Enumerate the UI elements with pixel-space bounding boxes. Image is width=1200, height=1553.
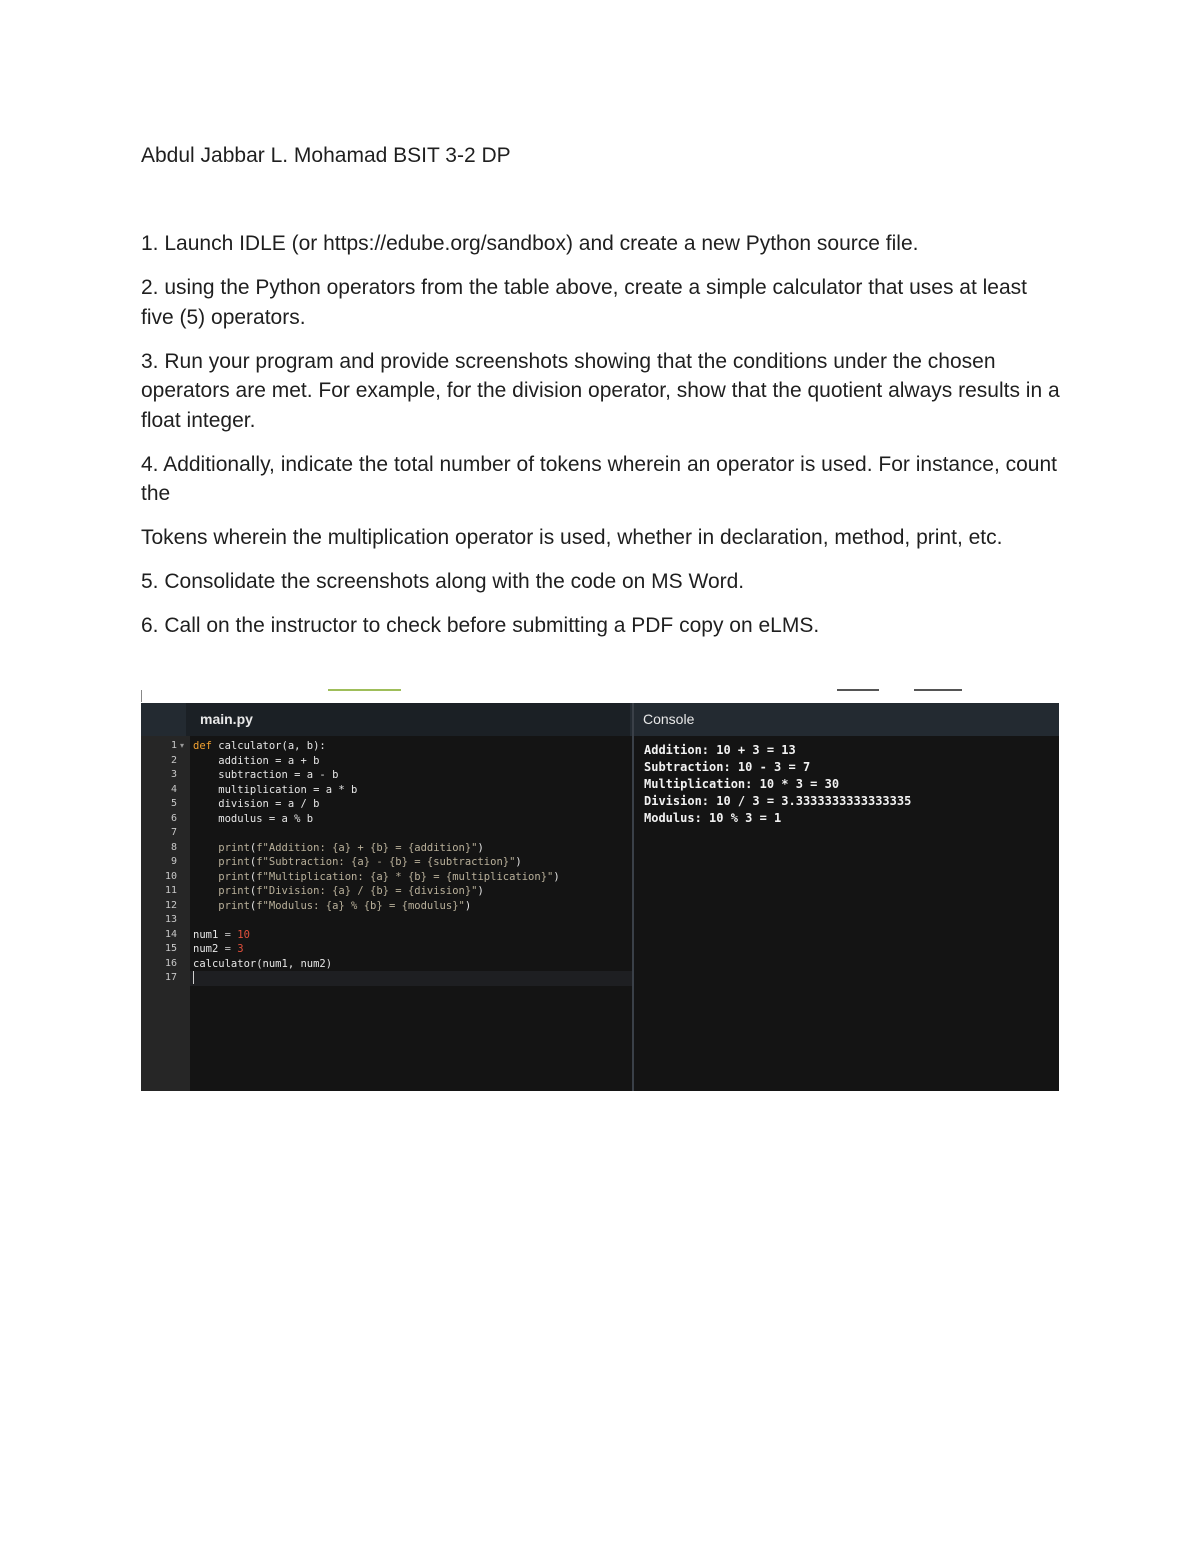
console-output-line: Subtraction: 10 - 3 = 7 bbox=[644, 760, 811, 774]
console-output bbox=[634, 736, 1059, 1091]
line-number: 9 bbox=[170, 856, 177, 867]
instruction-4: 4. Additionally, indicate the total number of tokens wherein an operator is used. For instance, count the bbox=[141, 452, 1057, 505]
author-line: Abdul Jabbar L. Mohamad BSIT 3-2 DP bbox=[141, 144, 511, 167]
line-number: 3 bbox=[170, 769, 177, 780]
line-number: 16 bbox=[164, 957, 177, 969]
code-line: addition = a + b bbox=[193, 754, 320, 767]
line-number: 12 bbox=[164, 899, 177, 911]
line-number-gutter bbox=[141, 736, 190, 1091]
active-line-highlight bbox=[190, 971, 632, 986]
console-output-line: Multiplication: 10 * 3 = 30 bbox=[644, 777, 840, 791]
instruction-5: 5. Consolidate the screenshots along with the code on MS Word. bbox=[141, 570, 745, 593]
code-editor[interactable] bbox=[190, 736, 632, 1091]
tab-console[interactable]: Console bbox=[643, 711, 695, 727]
line-number: 14 bbox=[164, 928, 177, 940]
code-line: print(f"Multiplication: {a} * {b} = {multiplication}") bbox=[218, 870, 560, 883]
line-number: 7 bbox=[170, 827, 177, 838]
code-line: num2 = 3 bbox=[193, 943, 244, 955]
code-line: division = a / b bbox=[193, 798, 320, 810]
code-line: print(f"Subtraction: {a} - {b} = {subtraction}") bbox=[218, 856, 522, 868]
line-number: 13 bbox=[164, 914, 177, 925]
line-number: 6 bbox=[170, 812, 177, 824]
fold-arrow-icon[interactable]: ▾ bbox=[180, 741, 185, 750]
console-output-line: Addition: 10 + 3 = 13 bbox=[644, 743, 796, 757]
line-number: 8 bbox=[170, 841, 177, 853]
text-cursor bbox=[193, 971, 194, 984]
code-line: print(f"Division: {a} / {b} = {division}") bbox=[218, 885, 484, 897]
decorative-rule-green bbox=[328, 689, 401, 691]
code-line: subtraction = a - b bbox=[193, 769, 339, 781]
line-number: 11 bbox=[164, 885, 177, 896]
line-number: 4 bbox=[170, 783, 177, 795]
code-line: num1 = 10 bbox=[193, 928, 250, 941]
line-number: 17 bbox=[164, 972, 177, 983]
console-output-line: Division: 10 / 3 = 3.3333333333333335 bbox=[644, 794, 912, 808]
console-output-line: Modulus: 10 % 3 = 1 bbox=[644, 811, 782, 825]
instruction-6: 6. Call on the instructor to check before submitting a PDF copy on eLMS. bbox=[141, 614, 820, 637]
ide-screenshot bbox=[141, 703, 1059, 1091]
code-line: multiplication = a * b bbox=[193, 783, 358, 796]
line-number: 15 bbox=[164, 943, 177, 954]
code-line: def calculator(a, b): bbox=[193, 740, 326, 752]
tab-main-py[interactable]: main.py bbox=[186, 703, 630, 736]
decorative-rule-dark bbox=[837, 689, 879, 691]
code-line: modulus = a % b bbox=[193, 812, 314, 825]
instruction-1: 1. Launch IDLE (or https://edube.org/sandbox) and create a new Python source file. bbox=[141, 232, 919, 255]
code-line: print(f"Addition: {a} + {b} = {addition}") bbox=[218, 841, 484, 854]
line-number: 2 bbox=[170, 754, 177, 766]
line-number: 5 bbox=[170, 798, 177, 809]
instruction-3: 3. Run your program and provide screenshots showing that the conditions under the chosen operators are met. For example, for the division operator, show that the quotient always results in a float integer. bbox=[141, 349, 1060, 432]
instruction-4-continued: Tokens wherein the multiplication operator is used, whether in declaration, method, print, etc. bbox=[141, 526, 1003, 549]
decorative-rule-dark bbox=[914, 689, 962, 691]
code-line: print(f"Modulus: {a} % {b} = {modulus}") bbox=[218, 899, 472, 912]
line-number: 10 bbox=[164, 870, 177, 882]
line-number: 1 bbox=[170, 740, 177, 751]
instructions-list bbox=[141, 229, 1061, 655]
instruction-2: 2. using the Python operators from the table above, create a simple calculator that uses at least five (5) operators. bbox=[141, 276, 1027, 329]
code-line: calculator(num1, num2) bbox=[193, 957, 333, 970]
ide-header bbox=[141, 703, 1059, 736]
crop-mark bbox=[141, 690, 142, 702]
